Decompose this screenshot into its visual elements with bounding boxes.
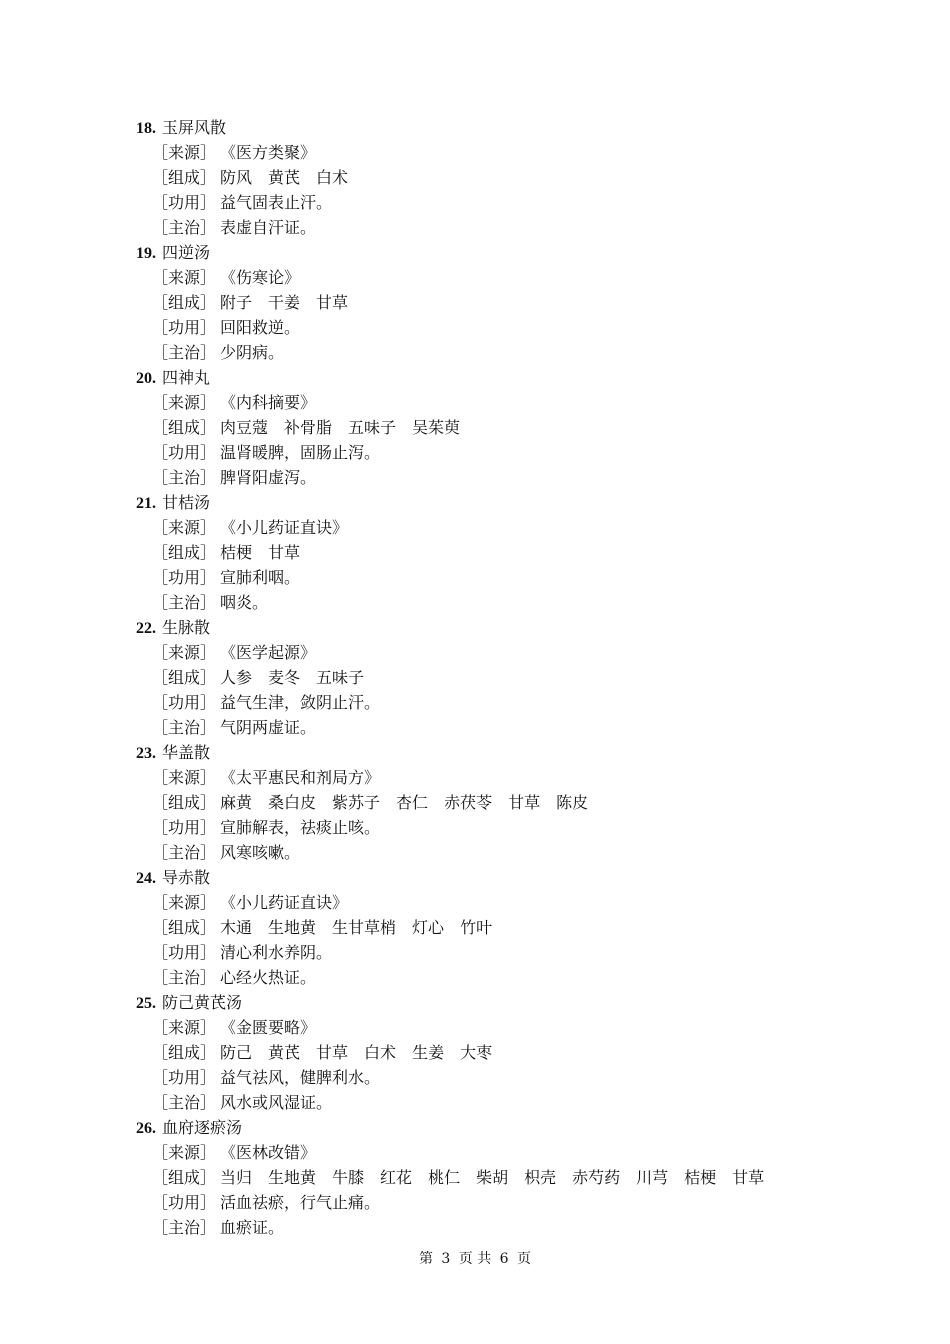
composition-row [0, 415, 950, 440]
indication-value: 表虚自汗证。 [220, 218, 317, 237]
formula-title [0, 490, 950, 515]
function-value: 回阳救逆。 [220, 318, 301, 337]
indication-label: ［主治］ [152, 468, 217, 487]
indication-row [0, 1215, 950, 1240]
formula-title [0, 115, 950, 140]
formula-entry [0, 865, 950, 990]
herb-item: 五味子 [348, 418, 397, 437]
herb-item: 桃仁 [428, 1168, 461, 1187]
source-value: 《伤寒论》 [220, 268, 301, 287]
function-row [0, 940, 950, 965]
indication-row [0, 715, 950, 740]
formula-title [0, 740, 950, 765]
herb-item: 甘草 [268, 543, 301, 562]
herb-item: 红花 [380, 1168, 413, 1187]
formula-title [0, 615, 950, 640]
function-value: 宣肺解表，祛痰止咳。 [220, 818, 381, 837]
formula-name: 防己黄芪汤 [162, 993, 243, 1012]
herb-item: 麻黄 [220, 793, 253, 812]
function-label: ［功用］ [152, 818, 217, 837]
indication-row [0, 840, 950, 865]
herb-item: 桔梗 [220, 543, 253, 562]
herb-item: 大枣 [460, 1043, 493, 1062]
composition-row [0, 1165, 950, 1190]
formula-title [0, 240, 950, 265]
composition-row [0, 915, 950, 940]
footer-middle: 页 共 [458, 1251, 492, 1267]
indication-label: ［主治］ [152, 593, 217, 612]
source-label: ［来源］ [152, 1018, 217, 1037]
function-label: ［功用］ [152, 318, 217, 337]
formula-name: 血府逐瘀汤 [162, 1118, 243, 1137]
source-value: 《内科摘要》 [220, 393, 317, 412]
source-row [0, 1140, 950, 1165]
indication-value: 咽炎。 [220, 593, 269, 612]
formula-name: 四逆汤 [162, 243, 211, 262]
footer-suffix: 页 [517, 1251, 532, 1267]
formula-number: 26. [136, 1120, 156, 1137]
herb-item: 川芎 [636, 1168, 669, 1187]
source-value: 《医学起源》 [220, 643, 317, 662]
herb-item: 防己 [220, 1043, 253, 1062]
indication-label: ［主治］ [152, 1093, 217, 1112]
source-label: ［来源］ [152, 1143, 217, 1162]
herb-item: 桔梗 [684, 1168, 717, 1187]
formula-number: 22. [136, 620, 156, 637]
source-row [0, 1015, 950, 1040]
herb-item: 灯心 [412, 918, 445, 937]
herb-item: 人参 [220, 668, 253, 687]
herb-item: 生甘草梢 [332, 918, 397, 937]
formula-number: 25. [136, 995, 156, 1012]
formula-title [0, 865, 950, 890]
page-footer [0, 1249, 950, 1269]
composition-row [0, 165, 950, 190]
source-label: ［来源］ [152, 393, 217, 412]
indication-row [0, 590, 950, 615]
formula-entry [0, 365, 950, 490]
formula-entry [0, 615, 950, 740]
function-row [0, 315, 950, 340]
herb-item: 木通 [220, 918, 253, 937]
herb-item: 赤芍药 [572, 1168, 621, 1187]
composition-label: ［组成］ [152, 293, 217, 312]
formula-number: 21. [136, 495, 156, 512]
function-label: ［功用］ [152, 943, 217, 962]
indication-value: 少阴病。 [220, 343, 285, 362]
indication-label: ［主治］ [152, 718, 217, 737]
herb-item: 吴茱萸 [412, 418, 461, 437]
formula-name: 华盖散 [162, 743, 211, 762]
herb-item: 竹叶 [460, 918, 493, 937]
source-value: 《太平惠民和剂局方》 [220, 768, 381, 787]
indication-value: 脾肾阳虚泻。 [220, 468, 317, 487]
source-row [0, 390, 950, 415]
source-row [0, 890, 950, 915]
document-body [0, 115, 950, 1240]
source-value: 《金匮要略》 [220, 1018, 317, 1037]
formula-entry [0, 115, 950, 240]
formula-number: 23. [136, 745, 156, 762]
herb-item: 当归 [220, 1168, 253, 1187]
function-value: 益气生津，敛阴止汗。 [220, 693, 381, 712]
source-row [0, 265, 950, 290]
herb-item: 甘草 [316, 293, 349, 312]
herb-item: 五味子 [316, 668, 365, 687]
source-label: ［来源］ [152, 768, 217, 787]
composition-label: ［组成］ [152, 918, 217, 937]
indication-row [0, 465, 950, 490]
herb-item: 生地黄 [268, 918, 317, 937]
function-row [0, 690, 950, 715]
herb-item: 黄芪 [268, 168, 301, 187]
source-row [0, 515, 950, 540]
herb-item: 赤茯苓 [444, 793, 493, 812]
indication-value: 血瘀证。 [220, 1218, 285, 1237]
composition-label: ［组成］ [152, 418, 217, 437]
formula-number: 18. [136, 120, 156, 137]
function-label: ［功用］ [152, 443, 217, 462]
composition-label: ［组成］ [152, 1168, 217, 1187]
composition-row [0, 1040, 950, 1065]
herb-item: 甘草 [732, 1168, 765, 1187]
function-label: ［功用］ [152, 693, 217, 712]
formula-number: 24. [136, 870, 156, 887]
indication-label: ［主治］ [152, 1218, 217, 1237]
formula-name: 玉屏风散 [162, 118, 227, 137]
source-label: ［来源］ [152, 518, 217, 537]
composition-label: ［组成］ [152, 543, 217, 562]
formula-title [0, 1115, 950, 1140]
composition-label: ［组成］ [152, 668, 217, 687]
formula-name: 四神丸 [162, 368, 211, 387]
indication-value: 风寒咳嗽。 [220, 843, 301, 862]
herb-item: 生地黄 [268, 1168, 317, 1187]
herb-item: 桑白皮 [268, 793, 317, 812]
herb-item: 枳壳 [524, 1168, 557, 1187]
composition-row [0, 665, 950, 690]
formula-number: 19. [136, 245, 156, 262]
formula-name: 生脉散 [162, 618, 211, 637]
formula-title [0, 365, 950, 390]
indication-label: ［主治］ [152, 218, 217, 237]
herb-item: 陈皮 [556, 793, 589, 812]
formula-name: 导赤散 [162, 868, 211, 887]
formula-number: 20. [136, 370, 156, 387]
function-value: 温肾暖脾，固肠止泻。 [220, 443, 381, 462]
herb-item: 黄芪 [268, 1043, 301, 1062]
herb-item: 牛膝 [332, 1168, 365, 1187]
herb-item: 干姜 [268, 293, 301, 312]
composition-row [0, 790, 950, 815]
herb-item: 附子 [220, 293, 253, 312]
source-row [0, 140, 950, 165]
source-label: ［来源］ [152, 643, 217, 662]
herb-item: 肉豆蔻 [220, 418, 269, 437]
indication-value: 气阴两虚证。 [220, 718, 317, 737]
formula-entry [0, 990, 950, 1115]
composition-row [0, 290, 950, 315]
herb-item: 甘草 [508, 793, 541, 812]
function-label: ［功用］ [152, 568, 217, 587]
function-row [0, 815, 950, 840]
herb-item: 甘草 [316, 1043, 349, 1062]
formula-entry [0, 240, 950, 365]
formula-entry [0, 490, 950, 615]
composition-label: ［组成］ [152, 168, 217, 187]
source-value: 《小儿药证直诀》 [220, 518, 349, 537]
source-value: 《小儿药证直诀》 [220, 893, 349, 912]
function-row [0, 1190, 950, 1215]
source-value: 《医方类聚》 [220, 143, 317, 162]
function-label: ［功用］ [152, 1193, 217, 1212]
indication-row [0, 965, 950, 990]
herb-item: 生姜 [412, 1043, 445, 1062]
footer-prefix: 第 [418, 1251, 433, 1267]
indication-row [0, 340, 950, 365]
function-value: 益气祛风，健脾利水。 [220, 1068, 381, 1087]
indication-value: 风水或风湿证。 [220, 1093, 333, 1112]
function-value: 宣肺利咽。 [220, 568, 301, 587]
indication-row [0, 215, 950, 240]
composition-label: ［组成］ [152, 793, 217, 812]
herb-item: 防风 [220, 168, 253, 187]
source-label: ［来源］ [152, 143, 217, 162]
herb-item: 紫苏子 [332, 793, 381, 812]
function-row [0, 440, 950, 465]
function-row [0, 190, 950, 215]
indication-row [0, 1090, 950, 1115]
source-value: 《医林改错》 [220, 1143, 317, 1162]
herb-item: 麦冬 [268, 668, 301, 687]
herb-item: 杏仁 [396, 793, 429, 812]
formula-entry [0, 1115, 950, 1240]
function-row [0, 565, 950, 590]
indication-label: ［主治］ [152, 843, 217, 862]
herb-item: 白术 [364, 1043, 397, 1062]
footer-page-number: 3 [441, 1251, 451, 1267]
indication-label: ［主治］ [152, 968, 217, 987]
function-value: 清心利水养阴。 [220, 943, 333, 962]
herb-item: 补骨脂 [284, 418, 333, 437]
formula-entry [0, 740, 950, 865]
composition-row [0, 540, 950, 565]
formula-name: 甘桔汤 [162, 493, 211, 512]
source-label: ［来源］ [152, 268, 217, 287]
function-value: 活血祛瘀，行气止痛。 [220, 1193, 381, 1212]
formula-title [0, 990, 950, 1015]
indication-value: 心经火热证。 [220, 968, 317, 987]
indication-label: ［主治］ [152, 343, 217, 362]
source-row [0, 640, 950, 665]
function-label: ［功用］ [152, 193, 217, 212]
function-row [0, 1065, 950, 1090]
source-label: ［来源］ [152, 893, 217, 912]
herb-item: 白术 [316, 168, 349, 187]
herb-item: 柴胡 [476, 1168, 509, 1187]
footer-total-pages: 6 [499, 1251, 509, 1267]
source-row [0, 765, 950, 790]
function-label: ［功用］ [152, 1068, 217, 1087]
composition-label: ［组成］ [152, 1043, 217, 1062]
function-value: 益气固表止汗。 [220, 193, 333, 212]
